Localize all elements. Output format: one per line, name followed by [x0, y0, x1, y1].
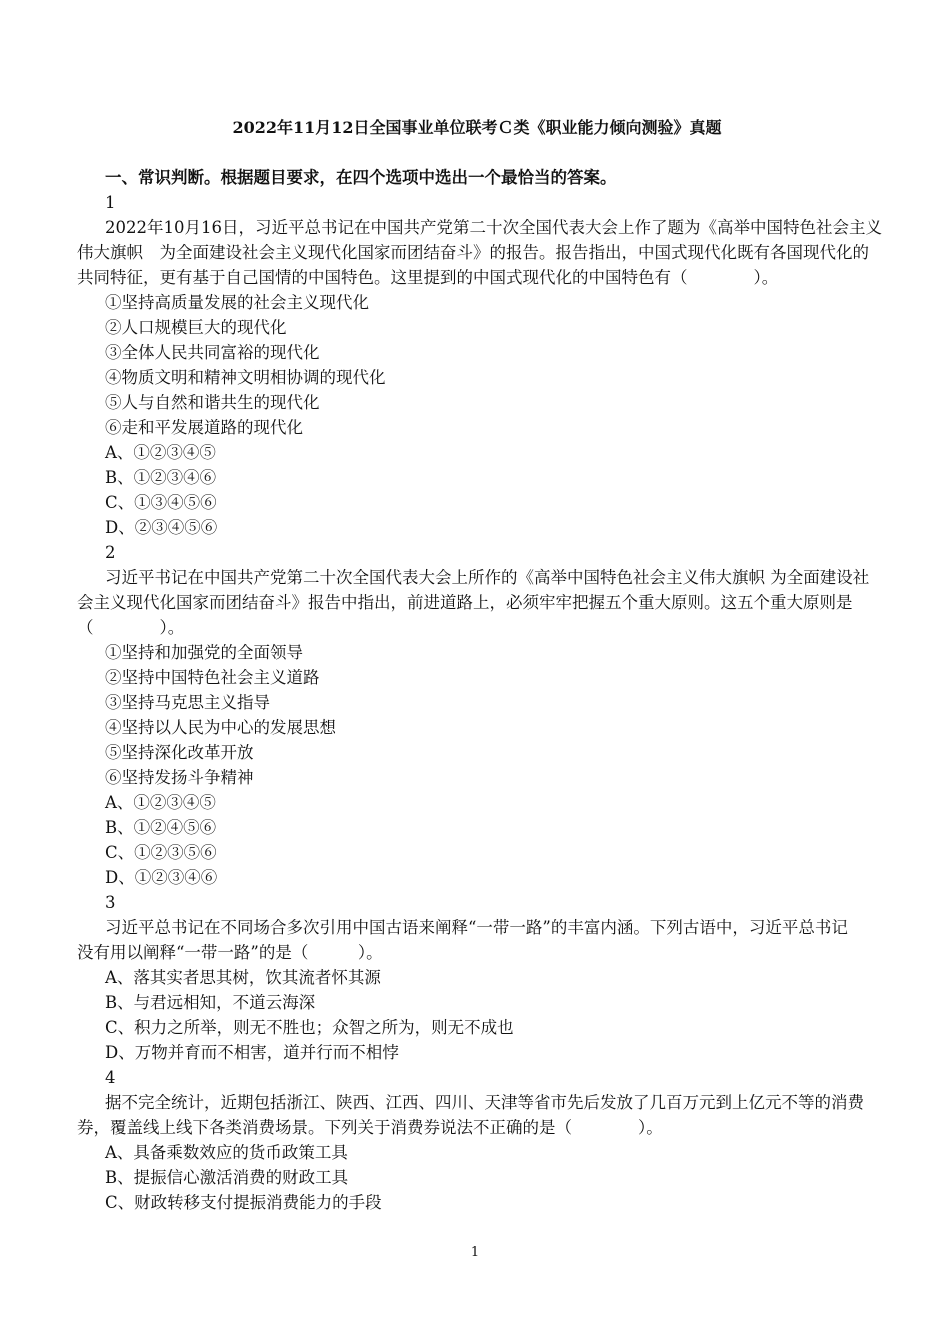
- text-line: （ ）。: [77, 618, 185, 637]
- text-line: D、①②③④⑥: [105, 868, 218, 887]
- text-line: ③坚持马克思主义指导: [105, 693, 270, 712]
- text-line: C、①③④⑤⑥: [105, 493, 217, 512]
- text-line: ⑤人与自然和谐共生的现代化: [105, 393, 320, 412]
- text-line: 4: [105, 1068, 116, 1087]
- text-line: 3: [105, 893, 116, 912]
- text-line: 习近平总书记在不同场合多次引用中国古语来阐释“一带一路”的丰富内涵。下列古语中，习近平总书记: [105, 918, 848, 937]
- document-body: [77, 165, 882, 1215]
- text-line: A、具备乘数效应的货币政策工具: [105, 1143, 348, 1162]
- text-line: A、落其实者思其树，饮其流者怀其源: [105, 968, 381, 987]
- text-line: ②人口规模巨大的现代化: [105, 318, 287, 337]
- text-line: ④坚持以人民为中心的发展思想: [105, 718, 336, 737]
- text-line: 共同特征，更有基于自己国情的中国特色。这里提到的中国式现代化的中国特色有（ ）。: [77, 268, 779, 287]
- text-line: B、①②③④⑥: [105, 468, 217, 487]
- text-line: 1: [105, 193, 116, 212]
- section-heading: 一、常识判断。根据题目要求，在四个选项中选出一个最恰当的答案。: [105, 168, 617, 187]
- text-line: D、万物并育而不相害，道并行而不相悖: [105, 1043, 399, 1062]
- text-line: ④物质文明和精神文明相协调的现代化: [105, 368, 386, 387]
- text-line: B、与君远相知，不道云海深: [105, 993, 316, 1012]
- text-line: ⑤坚持深化改革开放: [105, 743, 254, 762]
- text-line: ③全体人民共同富裕的现代化: [105, 343, 320, 362]
- text-line: 习近平书记在中国共产党第二十次全国代表大会上所作的《高举中国特色社会主义伟大旗帜 为全面建设社: [105, 568, 870, 587]
- document-page: [77, 115, 882, 1215]
- text-line: A、①②③④⑤: [105, 793, 216, 812]
- text-line: 没有用以阐释“一带一路”的是（ ）。: [77, 943, 383, 962]
- text-line: 据不完全统计，近期包括浙江、陕西、江西、四川、天津等省市先后发放了几百万元到上亿元不等的消费: [105, 1093, 864, 1112]
- text-line: B、①②④⑤⑥: [105, 818, 217, 837]
- text-line: B、提振信心激活消费的财政工具: [105, 1168, 349, 1187]
- text-line: A、①②③④⑤: [105, 443, 216, 462]
- text-line: C、财政转移支付提振消费能力的手段: [105, 1193, 382, 1212]
- text-line: C、积力之所举，则无不胜也；众智之所为，则无不成也: [105, 1018, 514, 1037]
- text-line: 会主义现代化国家而团结奋斗》报告中指出，前进道路上，必须牢牢把握五个重大原则。这五个重大原则是: [77, 593, 853, 612]
- text-line: 券，覆盖线上线下各类消费场景。下列关于消费券说法不正确的是（ ）。: [77, 1118, 663, 1137]
- text-line: ①坚持和加强党的全面领导: [105, 643, 303, 662]
- text-line: D、②③④⑤⑥: [105, 518, 218, 537]
- text-line: ①坚持高质量发展的社会主义现代化: [105, 293, 369, 312]
- text-line: 2: [105, 543, 116, 562]
- text-line: C、①②③⑤⑥: [105, 843, 217, 862]
- text-line: ⑥走和平发展道路的现代化: [105, 418, 303, 437]
- document-title: 2022年11月12日全国事业单位联考Ｃ类《职业能力倾向测验》真题: [232, 118, 722, 137]
- text-line: ②坚持中国特色社会主义道路: [105, 668, 320, 687]
- page-number: 1: [470, 1245, 480, 1260]
- text-line: ⑥坚持发扬斗争精神: [105, 768, 254, 787]
- text-line: 伟大旗帜 为全面建设社会主义现代化国家而团结奋斗》的报告。报告指出，中国式现代化既有各国现代化的: [77, 243, 869, 262]
- text-line: 2022年10月16日，习近平总书记在中国共产党第二十次全国代表大会上作了题为《高举中国特色社会主义: [105, 218, 882, 237]
